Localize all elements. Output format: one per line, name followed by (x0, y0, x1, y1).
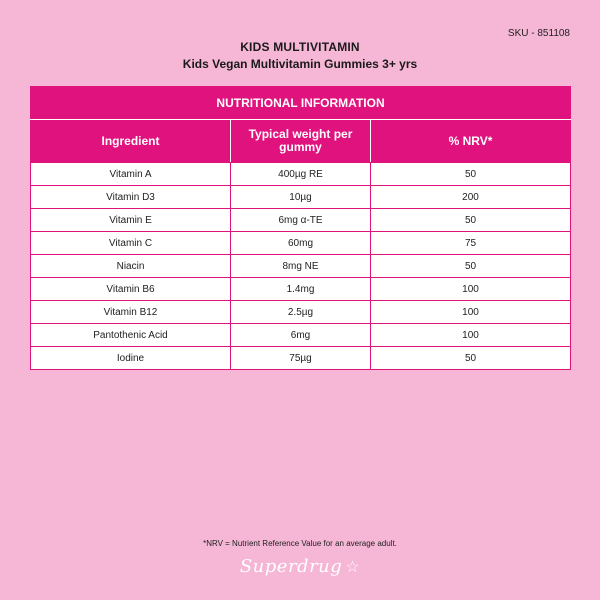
table-row (31, 163, 571, 186)
weight-cell: 6mg (231, 324, 371, 347)
table-row (31, 324, 571, 347)
weight-cell: 1.4mg (231, 278, 371, 301)
nrv-cell: 50 (371, 209, 571, 232)
ingredient-cell: Vitamin B12 (31, 301, 231, 324)
weight-cell: 75µg (231, 347, 371, 370)
table-row (31, 347, 571, 370)
ingredient-cell: Iodine (31, 347, 231, 370)
nrv-cell: 50 (371, 163, 571, 186)
ingredient-cell: Vitamin B6 (31, 278, 231, 301)
ingredient-cell: Pantothenic Acid (31, 324, 231, 347)
weight-cell: 2.5µg (231, 301, 371, 324)
ingredient-cell: Vitamin D3 (31, 186, 231, 209)
table-row (31, 301, 571, 324)
ingredient-cell: Vitamin E (31, 209, 231, 232)
header-nrv: % NRV* (371, 120, 571, 163)
table-row (31, 186, 571, 209)
nrv-cell: 200 (371, 186, 571, 209)
brand-logo-text: Superdrug (239, 556, 343, 577)
nrv-cell: 50 (371, 255, 571, 278)
nutrition-table (30, 86, 571, 370)
table-row (31, 278, 571, 301)
nrv-cell: 100 (371, 324, 571, 347)
header-ingredient: Ingredient (31, 120, 231, 163)
nrv-cell: 75 (371, 232, 571, 255)
ingredient-cell: Vitamin C (31, 232, 231, 255)
weight-cell: 8mg NE (231, 255, 371, 278)
table-row (31, 232, 571, 255)
weight-cell: 60mg (231, 232, 371, 255)
table-banner: NUTRITIONAL INFORMATION (31, 87, 571, 120)
product-title: KIDS MULTIVITAMIN (240, 40, 360, 54)
weight-cell: 6mg α-TE (231, 209, 371, 232)
nrv-footnote: *NRV = Nutrient Reference Value for an average adult. (203, 539, 397, 548)
star-icon: ☆ (345, 557, 361, 576)
product-subtitle: Kids Vegan Multivitamin Gummies 3+ yrs (182, 57, 418, 71)
ingredient-cell: Vitamin A (31, 163, 231, 186)
weight-cell: 400µg RE (231, 163, 371, 186)
nrv-cell: 50 (371, 347, 571, 370)
table-row (31, 209, 571, 232)
nutrition-table-container (30, 86, 570, 370)
weight-cell: 10µg (231, 186, 371, 209)
nrv-cell: 100 (371, 301, 571, 324)
nrv-cell: 100 (371, 278, 571, 301)
brand-logo (0, 556, 600, 577)
ingredient-cell: Niacin (31, 255, 231, 278)
header-weight: Typical weight per gummy (231, 120, 371, 163)
sku-label: SKU - 851108 (507, 28, 570, 39)
table-row (31, 255, 571, 278)
